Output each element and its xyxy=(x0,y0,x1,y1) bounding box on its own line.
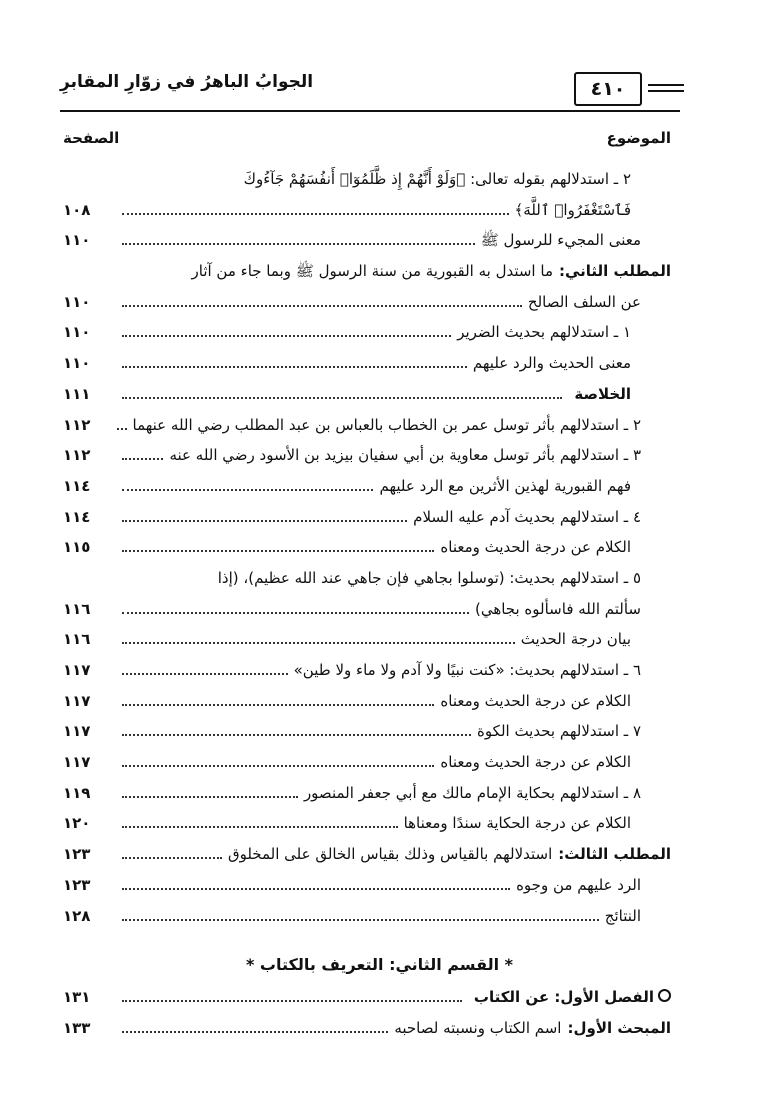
toc-row xyxy=(63,872,671,903)
toc-row xyxy=(63,984,671,1015)
toc-entry-text: الكلام عن درجة الحكاية سندًا ومعناها xyxy=(403,814,631,833)
toc-entry-text: الكلام عن درجة الحديث ومعناه xyxy=(440,538,631,557)
toc-entry-text: ١ ـ استدلالهم بحديث الضرير xyxy=(457,323,631,342)
toc-row xyxy=(63,473,671,504)
toc-entry-text: الكلام عن درجة الحديث ومعناه xyxy=(440,691,631,710)
head-rule xyxy=(648,90,684,92)
toc-page-number: ١٣١ xyxy=(63,988,91,1006)
toc-page-number: ١١٦ xyxy=(63,599,91,618)
head-rule xyxy=(648,84,684,86)
toc-page-number: ١١٠ xyxy=(63,292,91,311)
toc-entry-label: الخلاصة xyxy=(574,384,631,403)
column-heading-topic: الموضوع xyxy=(606,129,671,147)
toc-row xyxy=(63,412,671,443)
toc-page-number: ١٢٣ xyxy=(63,845,91,864)
toc-row xyxy=(63,381,671,412)
leader-dots xyxy=(122,888,510,890)
toc-entry-text: عن السلف الصالح xyxy=(527,292,641,311)
toc-entry-text: فهم القبورية لهذين الأثرين مع الرد عليهم xyxy=(379,476,631,495)
toc-entry-text: ما استدل به القبورية من سنة الرسول ﷺ وبما جاء من آثار xyxy=(191,262,553,281)
toc-page-number: ١١٠ xyxy=(63,354,91,373)
page-number: ٤١٠ xyxy=(574,72,642,106)
leader-dots xyxy=(122,489,373,491)
leader-dots xyxy=(122,765,434,767)
toc-row xyxy=(63,227,671,258)
toc-entry-text: معنى المجيء للرسول ﷺ xyxy=(480,231,641,250)
leader-dots xyxy=(122,458,163,460)
toc-row xyxy=(63,810,671,841)
toc-row xyxy=(63,596,671,627)
toc-row xyxy=(63,350,671,381)
toc-entry-text: بيان درجة الحديث xyxy=(520,630,631,649)
toc-entry-text: فَٱسْتَغْفَرُوا۟ ٱللَّهَ﴾ xyxy=(514,200,631,219)
toc-entry-text: معنى الحديث والرد عليهم xyxy=(472,354,631,373)
leader-dots xyxy=(122,673,288,675)
toc-entry-text: الرد عليهم من وجوه xyxy=(516,875,641,894)
leader-dots xyxy=(122,796,298,798)
toc-entry-text: ٧ ـ استدلالهم بحديث الكوة xyxy=(477,722,641,741)
toc-entry-text: ٢ ـ استدلالهم بأثر توسل عمر بن الخطاب بالعباس بن عبد المطلب رضي الله عنهما xyxy=(132,415,641,434)
leader-dots xyxy=(122,550,434,552)
toc-page-number: ١٠٨ xyxy=(63,200,91,219)
toc-row xyxy=(63,749,671,780)
toc-row xyxy=(63,903,671,934)
toc-entry-text: ٢ ـ استدلالهم بقوله تعالى: ﴿وَلَوْ أَنَّهُمْ إِذ ظَّلَمُوٓا۟ أَنفُسَهُمْ جَآءُوكَ xyxy=(243,170,631,188)
circle-bullet-icon xyxy=(658,989,671,1002)
book-title: الجوابُ الباهرُ في زوّارِ المقابرِ xyxy=(60,72,314,92)
section-heading: * القسم الثاني: التعريف بالكتاب * xyxy=(245,955,514,974)
leader-dots xyxy=(122,704,434,706)
toc-page-number: ١٣٣ xyxy=(63,1018,91,1037)
toc-entry-text: النتائج xyxy=(604,906,641,925)
leader-dots xyxy=(122,305,522,307)
toc-page-number: ١١٢ xyxy=(63,415,91,434)
leader-dots xyxy=(122,1000,462,1002)
toc-row xyxy=(63,534,671,565)
toc-entry-text: ٨ ـ استدلالهم بحكاية الإمام مالك مع أبي جعفر المنصور xyxy=(303,783,641,802)
toc-entry-text: ٥ ـ استدلالهم بحديث: (توسلوا بجاهي فإن جاهي عند الله عظيم)، (إذا xyxy=(217,568,641,587)
toc-row xyxy=(63,841,671,872)
toc-entry-label: المبحث الأول: xyxy=(567,1018,671,1037)
leader-dots xyxy=(122,642,515,644)
toc-page-number: ١١١ xyxy=(63,384,91,403)
toc-row xyxy=(63,289,671,320)
toc-entry-text: ٦ ـ استدلالهم بحديث: «كنت نبيًا ولا آدم ولا ماء ولا طين» xyxy=(293,661,641,679)
toc-page-number: ١١٩ xyxy=(63,783,91,802)
toc-page-number: ١٢٨ xyxy=(63,906,91,925)
toc-row xyxy=(63,319,671,350)
toc-entry-label: المطلب الثاني: xyxy=(558,262,671,281)
toc-page-number: ١٢٣ xyxy=(63,875,91,894)
leader-dots xyxy=(122,857,222,859)
toc-row xyxy=(63,197,671,228)
leader-dots xyxy=(122,366,467,368)
toc-entry-text: ٤ ـ استدلالهم بحديث آدم عليه السلام xyxy=(413,507,641,526)
column-heading-page: الصفحة xyxy=(63,129,120,147)
head-underline xyxy=(60,110,680,112)
toc-row xyxy=(63,504,671,535)
section-table-of-contents xyxy=(63,984,671,1045)
toc-entry-label: المطلب الثالث: xyxy=(558,845,671,864)
toc-row xyxy=(63,657,671,688)
table-of-contents xyxy=(63,166,671,933)
toc-row xyxy=(63,565,671,596)
toc-entry-text: الكلام عن درجة الحديث ومعناه xyxy=(440,753,631,772)
toc-page-number: ١١٠ xyxy=(63,323,91,342)
leader-dots xyxy=(122,1031,388,1033)
toc-page-number: ١١٧ xyxy=(63,722,91,741)
leader-dots xyxy=(122,826,398,828)
toc-page-number: ١١٧ xyxy=(63,691,91,710)
toc-row xyxy=(63,166,671,197)
toc-row xyxy=(63,1015,671,1046)
toc-row xyxy=(63,258,671,289)
toc-page-number: ١١٧ xyxy=(63,753,91,772)
leader-dots xyxy=(117,428,127,430)
leader-dots xyxy=(122,397,562,399)
toc-page-number: ١١٤ xyxy=(63,507,91,526)
leader-dots xyxy=(122,612,469,614)
toc-row xyxy=(63,688,671,719)
toc-entry-text: استدلالهم بالقياس وذلك بقياس الخالق على المخلوق xyxy=(227,845,553,864)
toc-page-number: ١١٥ xyxy=(63,538,91,557)
toc-entry-text: ٣ ـ استدلالهم بأثر توسل معاوية بن أبي سفيان بيزيد بن الأسود رضي الله عنه xyxy=(169,446,641,465)
running-head xyxy=(60,66,680,118)
leader-dots xyxy=(122,734,471,736)
toc-page-number: ١١٦ xyxy=(63,630,91,649)
toc-row xyxy=(63,718,671,749)
toc-row xyxy=(63,626,671,657)
toc-page-number: ١١٠ xyxy=(63,231,91,250)
toc-row xyxy=(63,780,671,811)
leader-dots xyxy=(122,919,599,921)
leader-dots xyxy=(122,213,509,215)
leader-dots xyxy=(122,335,451,337)
toc-page-number: ١١٢ xyxy=(63,446,91,465)
leader-dots xyxy=(122,243,475,245)
toc-entry-label: الفصل الأول: عن الكتاب xyxy=(473,988,654,1006)
toc-page-number: ١٢٠ xyxy=(63,814,91,833)
toc-page-number: ١١٤ xyxy=(63,476,91,495)
toc-entry-text: اسم الكتاب ونسبته لصاحبه xyxy=(394,1018,562,1037)
toc-page-number: ١١٧ xyxy=(63,661,91,679)
toc-row xyxy=(63,442,671,473)
toc-entry-text: سألتم الله فاسألوه بجاهي) xyxy=(474,599,641,618)
leader-dots xyxy=(122,520,407,522)
